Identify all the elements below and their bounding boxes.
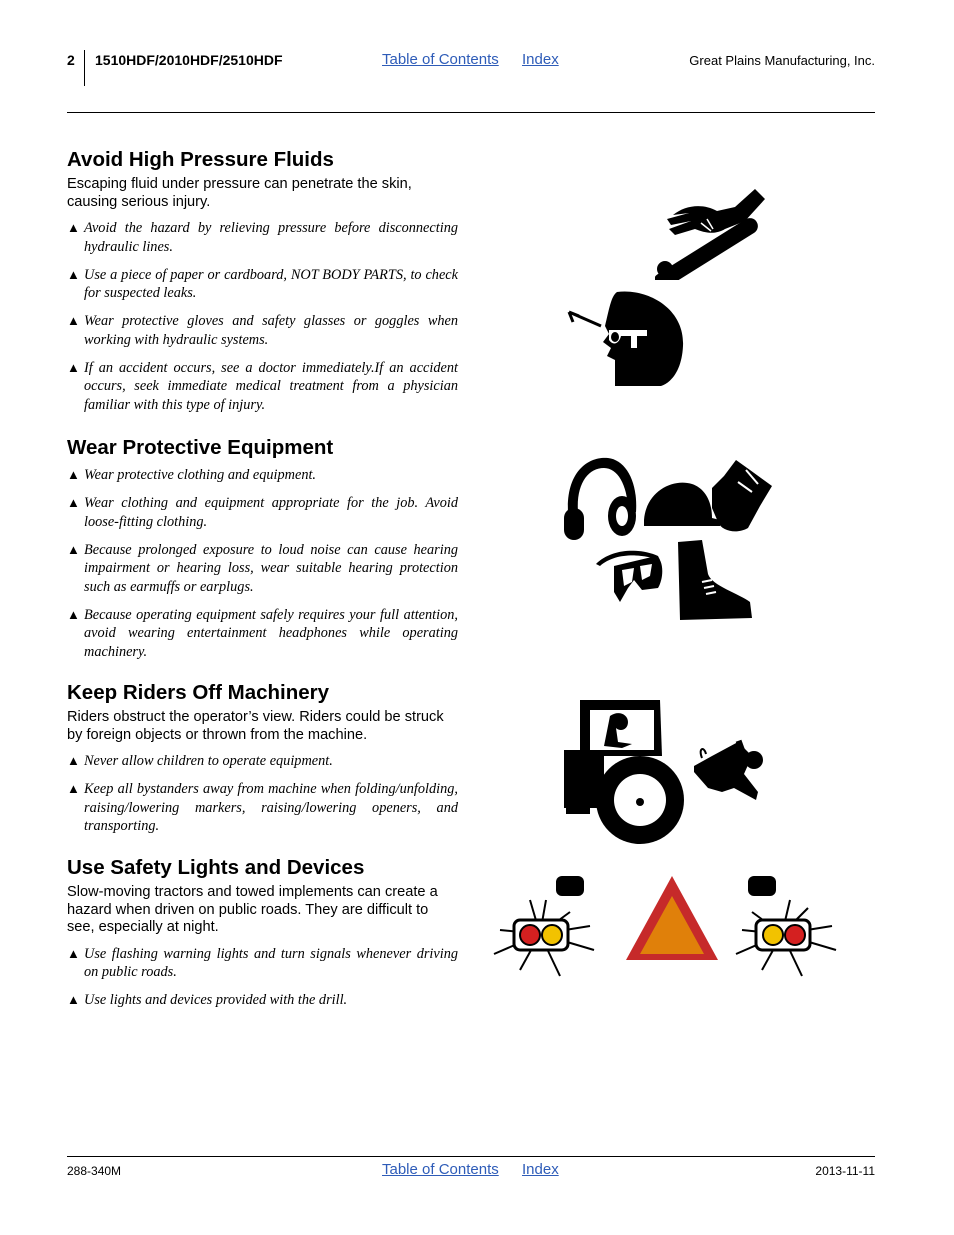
protective-equipment-icon: [562, 452, 777, 630]
triangle-bullet-icon: ▲: [67, 753, 80, 768]
list-item: ▲ Wear protective gloves and safety glasses or goggles when working with hydraulic systems.: [67, 313, 458, 348]
section-title: Avoid High Pressure Fluids: [67, 148, 334, 171]
header-toc-link[interactable]: Table of Contents: [382, 51, 499, 68]
list-item: ▲ Use a piece of paper or cardboard, NOT BODY PARTS, to check for suspected leaks.: [67, 266, 458, 301]
list-item: ▲ Use lights and devices provided with the drill.: [67, 992, 348, 1008]
header-divider: [84, 50, 85, 86]
header-rule: [67, 112, 875, 113]
model-title: 1510HDF/2010HDF/2510HDF: [95, 52, 283, 68]
list-item: ▲ Use flashing warning lights and turn signals whenever driving on public roads.: [67, 945, 458, 980]
section-title: Wear Protective Equipment: [67, 436, 334, 459]
triangle-bullet-icon: ▲: [67, 945, 80, 961]
list-item: ▲ Wear clothing and equipment appropriate for the job. Avoid loose-fitting clothing.: [67, 495, 458, 530]
list-item: ▲ Because operating equipment safely requires your full attention, avoid wearing entertainment headphones while operating machinery.: [67, 606, 458, 660]
list-item: ▲ Because prolonged exposure to loud noise can cause hearing impairment or hearing loss, wear suitable hearing protection such as earmuffs or earplugs.: [67, 541, 458, 595]
header-index-link[interactable]: Index: [522, 51, 559, 68]
triangle-bullet-icon: ▲: [67, 266, 80, 282]
triangle-bullet-icon: ▲: [67, 359, 80, 375]
section-keep-riders-off: [67, 681, 458, 845]
lamp-icon: [556, 876, 584, 896]
footer-toc-link[interactable]: Table of Contents: [382, 1161, 499, 1178]
section-high-pressure-fluids: [67, 148, 458, 424]
list-item: ▲ Wear protective clothing and equipment.: [67, 467, 317, 483]
footer-index-link[interactable]: Index: [522, 1161, 559, 1178]
section-title: Use Safety Lights and Devices: [67, 856, 365, 879]
triangle-bullet-icon: ▲: [67, 220, 80, 235]
triangle-bullet-icon: ▲: [67, 781, 80, 796]
safety-lights-smv-icon: [490, 870, 840, 1000]
section-safety-lights: [67, 856, 458, 1019]
section-intro: Escaping fluid under pressure can penetrate the skin, causing serious injury.: [67, 176, 412, 210]
triangle-bullet-icon: ▲: [67, 606, 80, 622]
rider-falling-tractor-icon: [562, 696, 767, 844]
section-title: Keep Riders Off Machinery: [67, 681, 330, 704]
section-intro: Slow-moving tractors and towed implements can create a hazard when driven on public roads. They are difficult to see, especially at night.: [67, 884, 438, 935]
document-number: 288-340M: [67, 1164, 122, 1178]
footer-rule: [67, 1156, 875, 1157]
triangle-bullet-icon: ▲: [67, 992, 80, 1007]
publication-date: 2013-11-11: [815, 1164, 875, 1178]
list-item: ▲ Keep all bystanders away from machine when folding/unfolding, raising/lowering markers, raising/lowering openers, and transporting.: [67, 781, 458, 834]
triangle-bullet-icon: ▲: [67, 541, 80, 557]
triangle-bullet-icon: ▲: [67, 495, 80, 510]
hydraulic-leak-hand-icon: [655, 185, 770, 280]
lamp-icon: [748, 876, 776, 896]
list-item: ▲ If an accident occurs, see a doctor immediately.If an accident occurs, seek immediate medical treatment from a physician familiar with this type of injury.: [67, 359, 458, 413]
section-intro: Riders obstruct the operator’s view. Riders could be struck by foreign objects or thrown from the machine.: [67, 709, 444, 743]
list-item: ▲ Avoid the hazard by relieving pressure before disconnecting hydraulic lines.: [67, 220, 458, 255]
safety-glasses-head-icon: [565, 290, 685, 388]
page-number: 2: [67, 52, 75, 68]
list-item: ▲ Never allow children to operate equipment.: [67, 753, 333, 769]
company-name: Great Plains Manufacturing, Inc.: [689, 53, 875, 68]
section-protective-equipment: [67, 436, 458, 671]
triangle-bullet-icon: ▲: [67, 313, 80, 328]
triangle-bullet-icon: ▲: [67, 467, 80, 482]
